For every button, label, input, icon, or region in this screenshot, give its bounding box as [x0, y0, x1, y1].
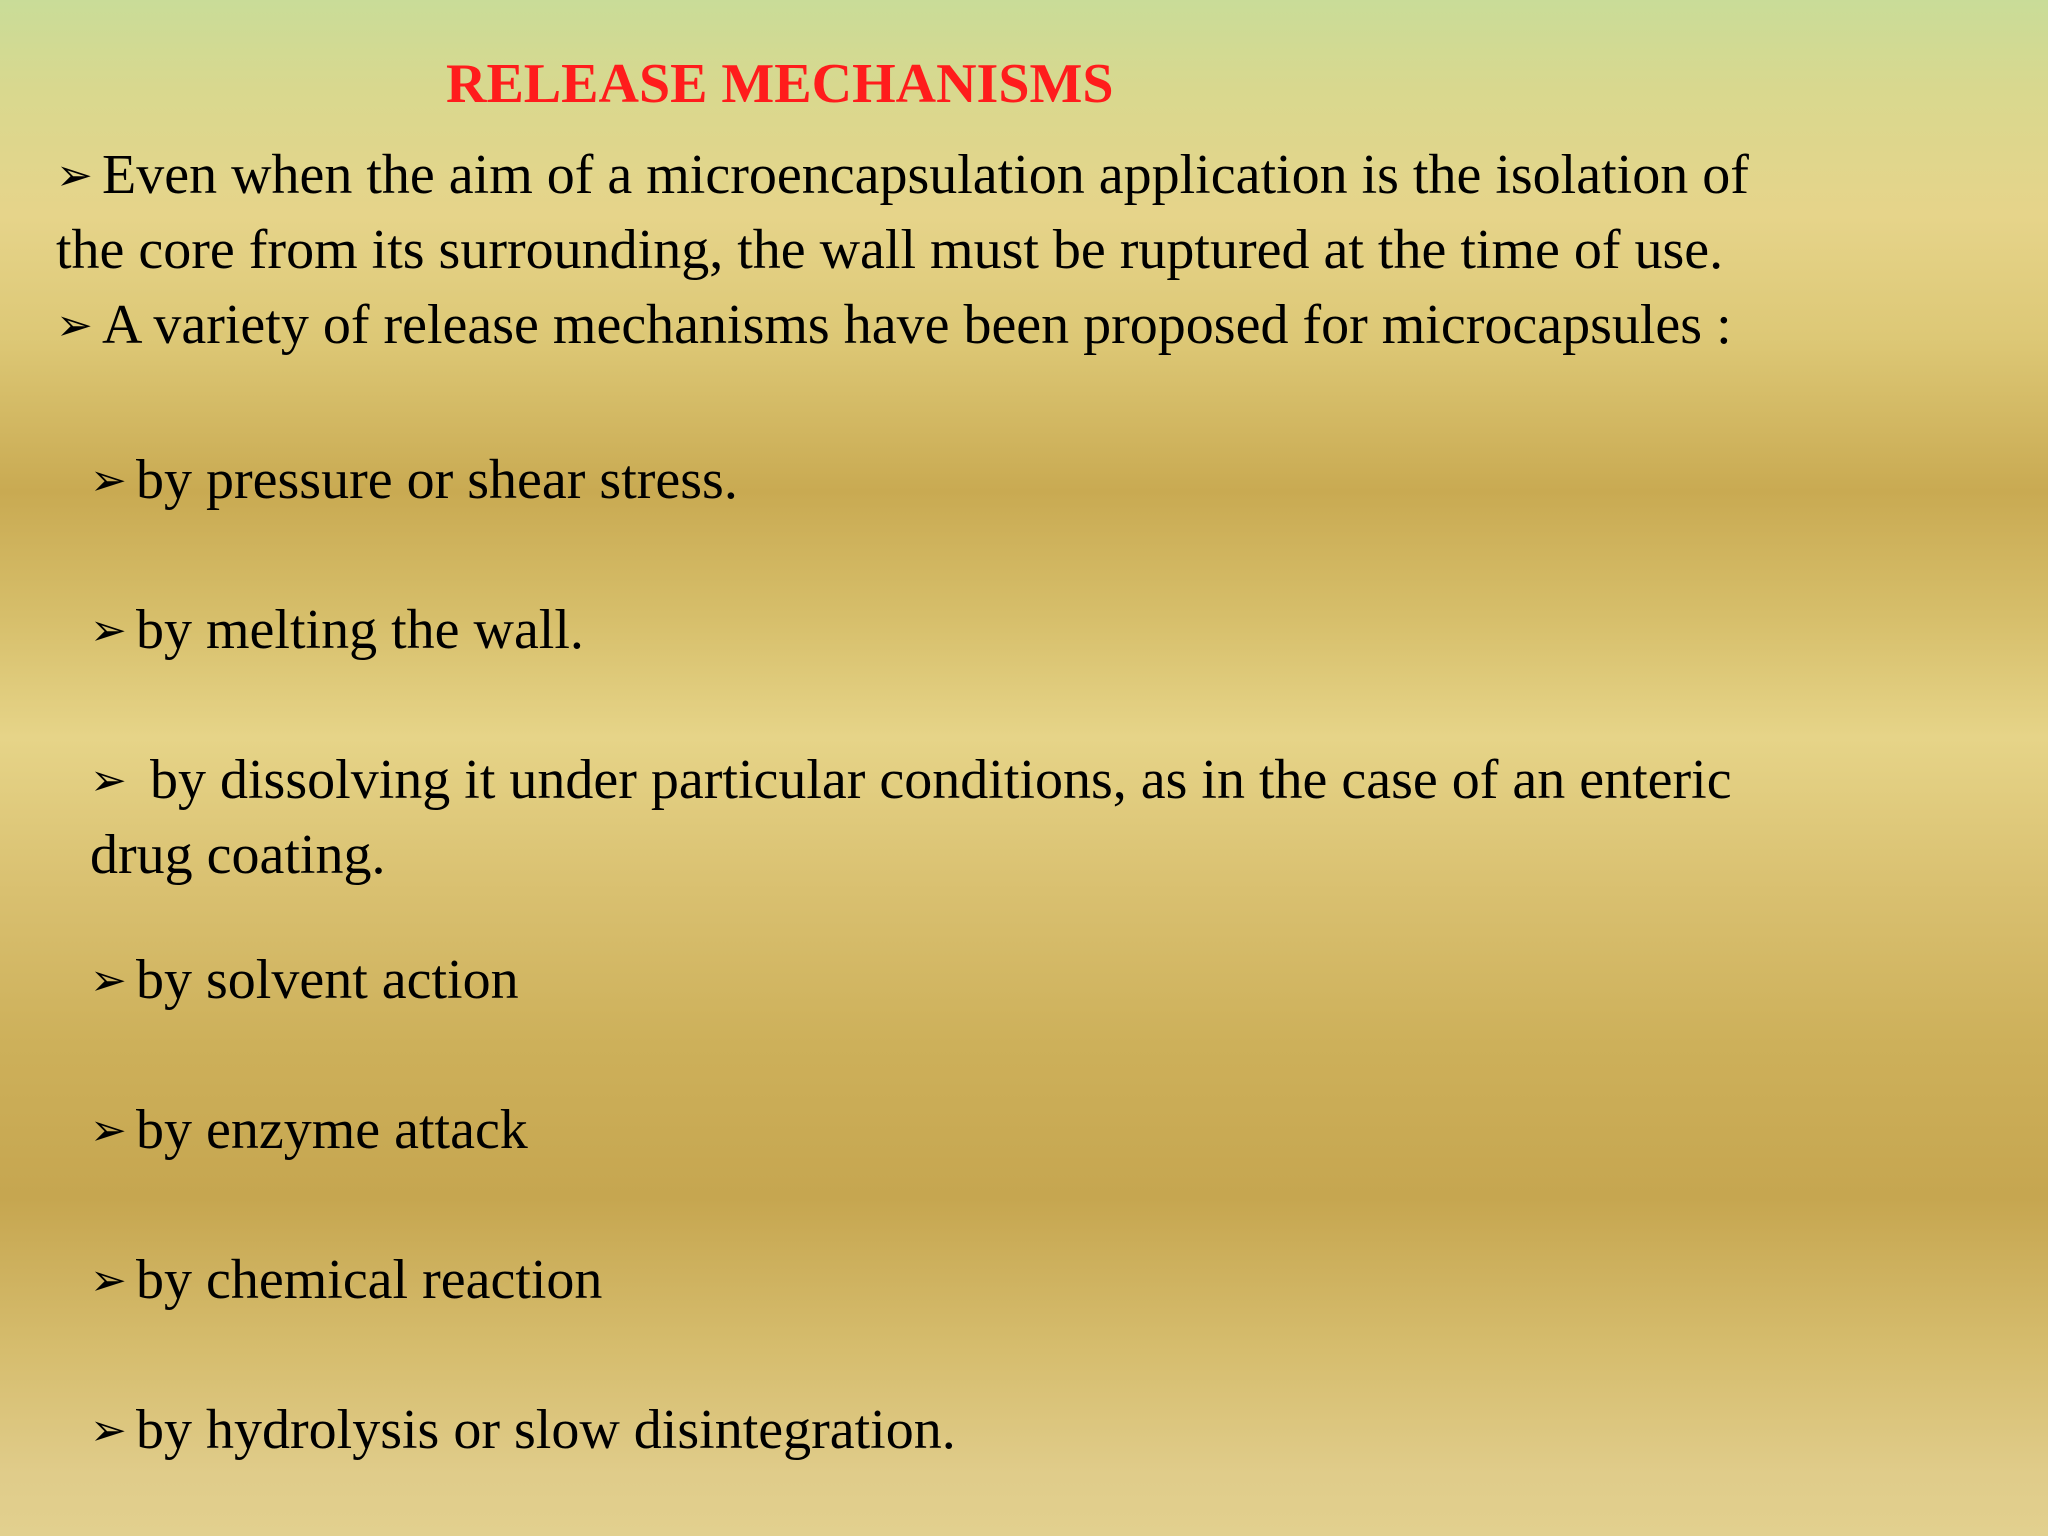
arrow-bullet-icon: ➢	[56, 150, 93, 201]
mechanism-item	[90, 1093, 1990, 1168]
mechanism-item-text: by pressure or shear stress.	[136, 449, 738, 511]
intro-bullet-1	[56, 138, 2006, 288]
mechanism-item	[90, 943, 1990, 1018]
arrow-bullet-icon: ➢	[90, 955, 127, 1006]
mechanism-item	[90, 743, 1990, 893]
mechanism-item-text: by enzyme attack	[136, 1099, 528, 1161]
slide-title: RELEASE MECHANISMS	[446, 53, 1114, 115]
arrow-bullet-icon: ➢	[90, 1405, 127, 1456]
mechanism-item	[90, 593, 1990, 668]
mechanism-item-text-line-2: drug coating.	[90, 824, 386, 886]
intro-bullet-2	[56, 288, 2006, 363]
mechanism-item	[90, 1393, 1990, 1468]
mechanism-item-text: by melting the wall.	[136, 599, 584, 661]
mechanism-item-text: by chemical reaction	[136, 1249, 603, 1311]
arrow-bullet-icon: ➢	[90, 605, 127, 656]
arrow-bullet-icon: ➢	[90, 1255, 127, 1306]
mechanism-item-text: by dissolving it under particular conditions, as in the case of an enteric	[150, 749, 1732, 811]
intro-bullet-2-line-1: A variety of release mechanisms have been proposed for microcapsules :	[102, 294, 1732, 356]
mechanism-item-text: by hydrolysis or slow disintegration.	[136, 1399, 956, 1461]
arrow-bullet-icon: ➢	[90, 755, 127, 806]
mechanism-item	[90, 443, 1990, 518]
mechanism-item-text: by solvent action	[136, 949, 519, 1011]
arrow-bullet-icon: ➢	[56, 300, 93, 351]
mechanism-item	[90, 1243, 1990, 1318]
intro-bullet-1-line-2: the core from its surrounding, the wall must be ruptured at the time of use.	[56, 219, 1724, 281]
intro-bullet-1-line-1: Even when the aim of a microencapsulation application is the isolation of	[102, 144, 1749, 206]
arrow-bullet-icon: ➢	[90, 455, 127, 506]
arrow-bullet-icon: ➢	[90, 1105, 127, 1156]
